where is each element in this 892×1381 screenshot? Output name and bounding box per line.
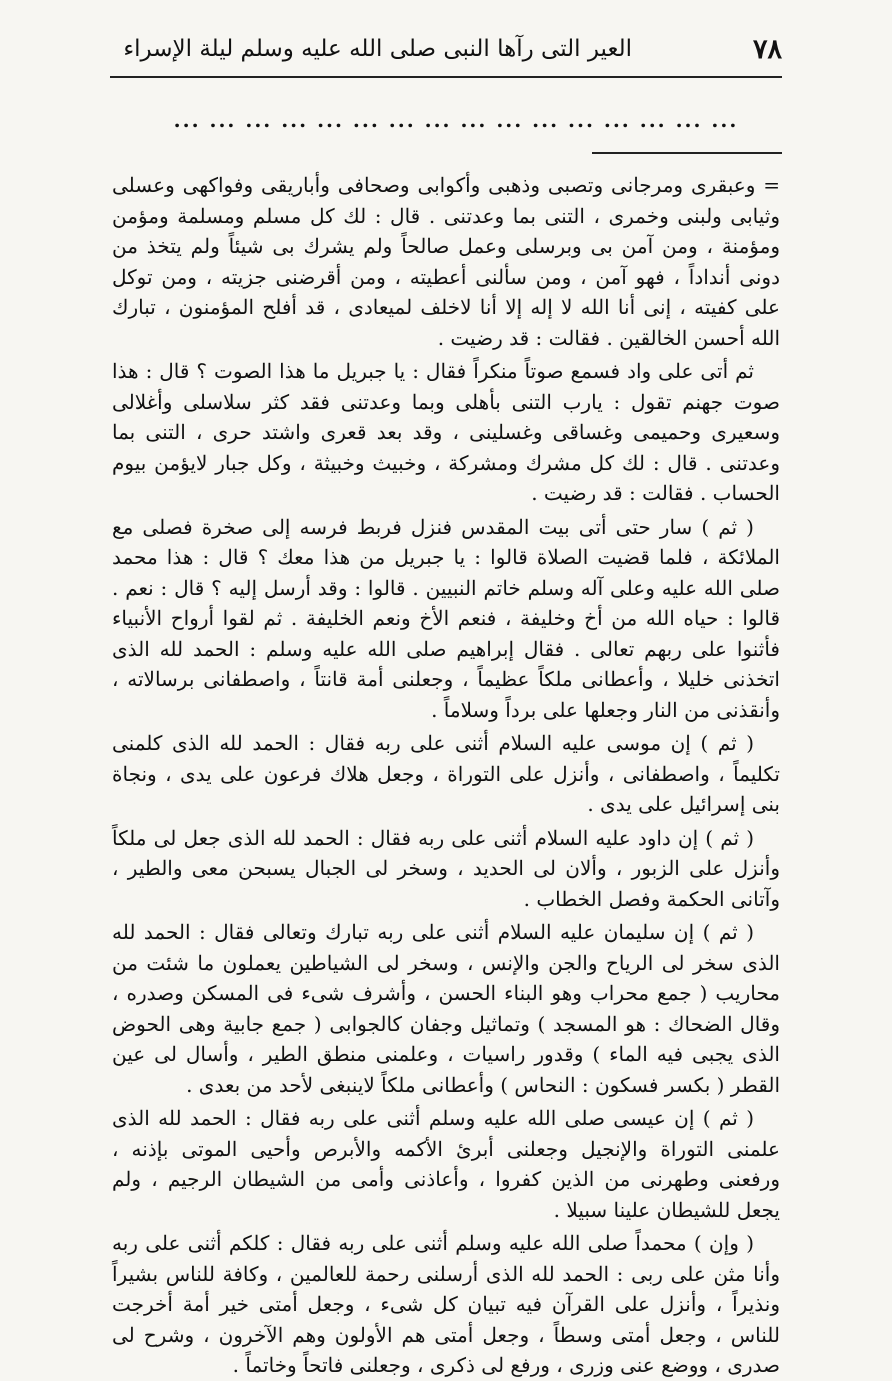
page-number: ٧٨ xyxy=(752,34,782,65)
footnote-rule xyxy=(592,152,782,154)
page-header xyxy=(110,30,782,78)
paragraph: ( ثم ) سار حتى أتى بيت المقدس فنزل فربط فرسه إلى صخرة فصلى مع الملائكة ، فلما قضيت الصلاة قالوا : يا جبريل من هذا معك ؟ قال : هذا محمد صلى الله عليه وعلى آله وسلم خاتم النبيين . قالوا : وقد أرسل إليه ؟ قال : نعم . قالوا : حياه الله من أخ وخليفة ، فنعم الأخ ونعم الخليفة . ثم لقوا أرواح الأنبياء فأثنوا على ربهم تعالى . فقال إبراهيم صلى الله عليه وسلم : الحمد لله الذى اتخذنى خليلا ، وأعطانى ملكاً عظيماً ، وجعلنى أمة قانتاً ، واصطفانى برسالاته ، وأنقذنى من النار وجعلها على برداً وسلاماً . xyxy=(112,514,780,722)
body-text xyxy=(112,170,781,1377)
paragraph: = وعبقرى ومرجانى وتصبى وذهبى وأكوابى وصحافى وأباريقى وفواكهى وعسلى وثيابى ولبنى وخمرى ، التنى بما وعدتنى . قال : لك كل مسلم ومسلمة ومؤمن ومؤمنة ، ومن آمن بى وبرسلى وعمل صالحاً ولم يشرك بى شيئاً ولم يتخذ من دونى أنداداً ، فهو آمن ، ومن سألنى أعطيته ، ومن أقرضنى جزيته ، ومن توكل على كفيته ، إنى أنا الله لا إله إلا أنا لاخلف لميعادى ، قد أفلح المؤمنون ، تبارك الله أحسن الخالقين . فقالت : قد رضيت . xyxy=(112,173,781,350)
paragraph: ( ثم ) إن موسى عليه السلام أثنى على ربه فقال : الحمد لله الذى كلمنى تكليماً ، واصطفانى ، وأنزل على التوراة ، وجعل هلاك فرعون على يدى ، ونجاة بنى إسرائيل على يدى . xyxy=(112,731,780,816)
paragraph: ( ثم ) إن سليمان عليه السلام أثنى على ربه تبارك وتعالى فقال : الحمد لله الذى سخر لى الرياح والجن والإنس ، وسخر لى الشياطين يعملون ما شئت من محاريب ( جمع محراب وهو البناء الحسن ، وأشرف شىء فى المسكن وصدره ، وقال الضحاك : هو المسجد ) وتماثيل وجفان كالجوابى ( جمع جابية وهى الحوض الذى يجبى فيه الماء ) وقدور راسيات ، وعلمنى منطق الطير ، وأسال لى عين القطر ( بكسر فسكون : النحاس ) وأعطانى ملكاً لاينبغى لأحد من بعدى . xyxy=(112,920,780,1097)
paragraph: ( وإن ) محمداً صلى الله عليه وسلم أثنى على ربه فقال : كلكم أثنى على ربه وأنا مثن على ربى : الحمد لله الذى أرسلنى رحمة للعالمين ، وكافة للناس بشيراً ونذيراً ، وأنزل على القرآن فيه تبيان كل شىء ، وجعل أمتى خير أمة أخرجت للناس ، وجعل أمتى وسطاً ، وجعل أمتى هم الأولون وهم الآخرون ، وشرح لى صدرى ، ووضع عنى وزرى ، ورفع لى ذكرى ، وجعلنى فاتحاً وخاتماً . xyxy=(112,1231,780,1377)
paragraph: ( ثم ) إن عيسى صلى الله عليه وسلم أثنى على ربه فقال : الحمد لله الذى علمنى التوراة والإنجيل وجعلنى أبرئ الأكمه والأبرص وأحيى الموتى بإذنه ، ورفعنى وطهرنى من الذين كفروا ، وأعاذنى وأمى من الشيطان الرجيم ، ولم يجعل للشيطان علينا سبيلا . xyxy=(112,1106,780,1222)
running-title: العير التى رآها النبى صلى الله عليه وسلم ليلة الإسراء xyxy=(123,36,632,62)
paragraph: ثم أتى على واد فسمع صوتاً منكراً فقال : يا جبريل ما هذا الصوت ؟ قال : هذا صوت جهنم تقول : يارب التنى بأهلى وبما وعدتنى فقد كثر سلاسلى وأغلالى وسعيرى وحميمى وغساقى وغسلينى ، وقد بعد قعرى واشتد حرى ، التنى بما وعدتنى . قال : لك كل مشرك ومشركة ، وخبيث وخبيثة ، وكل جبار لايؤمن بيوم الحساب . فقالت : قد رضيت . xyxy=(112,359,780,505)
paragraph: ( ثم ) إن داود عليه السلام أثنى على ربه فقال : الحمد لله الذى جعل لى ملكاً وأنزل على الزبور ، وألان لى الحديد ، وسخر لى الجبال يسبحن معى والطير ، وآتانى الحكمة وفصل الخطاب . xyxy=(112,825,780,911)
ellipsis-separator: ... ... ... ... ... ... ... ... ... ... ... ... ... ... ... ... xyxy=(173,108,739,132)
